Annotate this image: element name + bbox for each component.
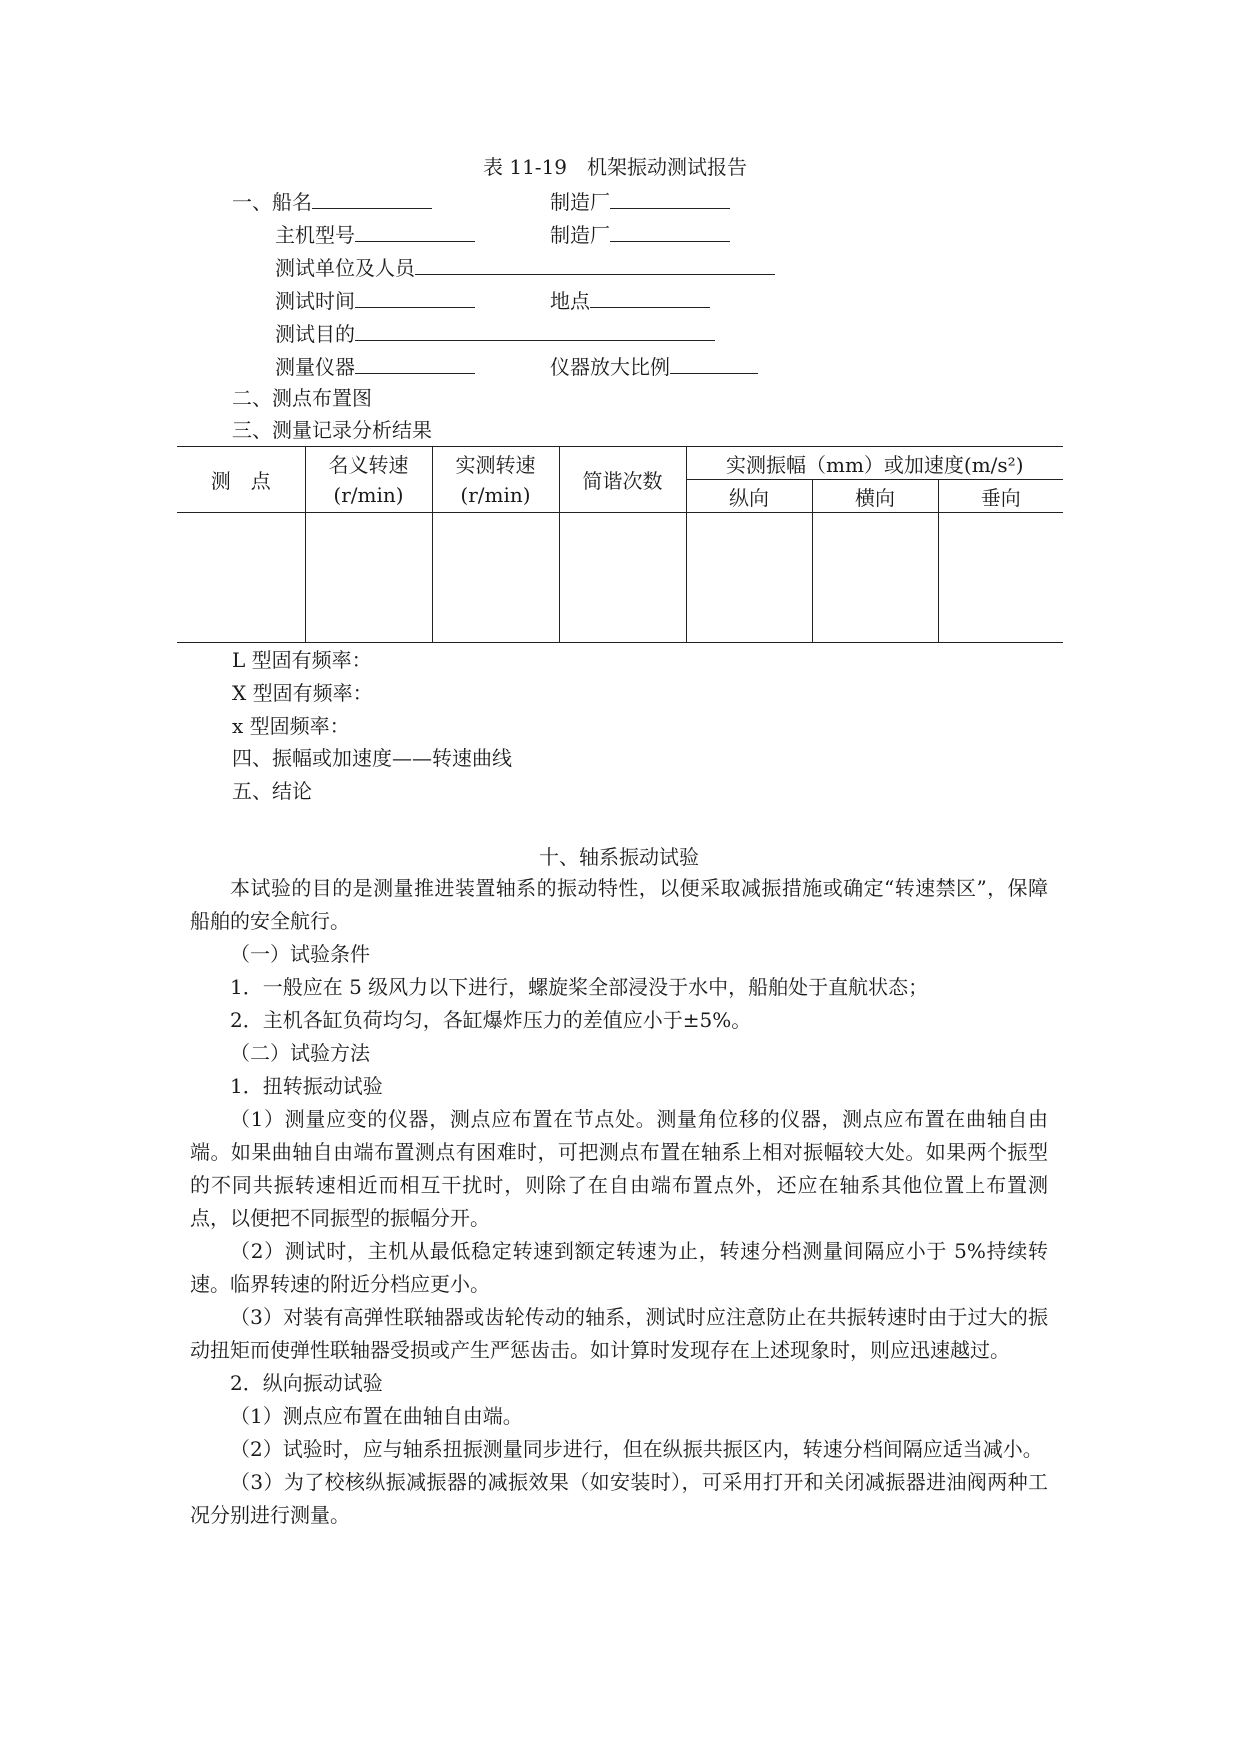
conditions-heading: （一）试验条件 <box>230 942 370 966</box>
intro-paragraph: 本试验的目的是测量推进装置轴系的振动特性，以便采取减振措施或确定“转速禁区”，保障船舶的安全航行。 <box>190 876 1048 933</box>
torsional-item-1: （1）测量应变的仪器，测点应布置在节点处。测量角位移的仪器，测点应布置在曲轴自由端。如果曲轴自由端布置测点有困难时，可把测点布置在轴系上相对振幅较大处。如果两个振型的不同共振转速相近而相互干扰时，则除了在自由端布置点外，还应在轴系其他位置上布置测点，以便把不同振型的振幅分开。 <box>190 1107 1048 1230</box>
l-natural-frequency: L 型固有频率： <box>232 648 372 672</box>
test-unit-blank[interactable] <box>415 254 775 275</box>
instrument-label: 测量仪器 <box>275 355 355 379</box>
engine-model-blank[interactable] <box>355 221 475 242</box>
instrument-field <box>275 353 475 379</box>
test-purpose-field <box>275 320 715 346</box>
table-cell[interactable] <box>559 513 686 643</box>
col-header-longitudinal: 纵向 <box>686 480 812 513</box>
longitudinal-item-3: （3）为了校核纵振减振器的减振效果（如安装时），可采用打开和关闭减振器进油阀两种工况分别进行测量。 <box>190 1470 1048 1527</box>
test-time-blank[interactable] <box>355 287 475 308</box>
table-cell[interactable] <box>686 513 812 643</box>
longitudinal-item-2: （2）试验时，应与轴系扭振测量同步进行，但在纵振共振区内，转速分档间隔应适当减小。 <box>230 1437 1043 1461</box>
table-cell[interactable] <box>812 513 938 643</box>
maker-field-1 <box>550 188 730 214</box>
col-header-actual-speed <box>432 447 559 513</box>
section-3-heading: 三、测量记录分析结果 <box>232 418 432 442</box>
table-cell[interactable] <box>177 513 305 643</box>
table-title: 表 11-19 机架振动测试报告 <box>483 155 748 179</box>
table-cell[interactable] <box>938 513 1063 643</box>
engine-model-field <box>275 221 475 247</box>
ship-name-blank[interactable] <box>312 188 432 209</box>
test-purpose-label: 测试目的 <box>275 322 355 346</box>
table-cell[interactable] <box>305 513 432 643</box>
test-unit-field <box>275 254 775 280</box>
magnification-field <box>550 353 758 379</box>
col-header-harmonic-order: 简谐次数 <box>559 447 686 513</box>
test-purpose-blank[interactable] <box>355 320 715 341</box>
col-header-vertical: 垂向 <box>938 480 1063 513</box>
method-heading: （二）试验方法 <box>230 1041 370 1065</box>
col-header-transverse: 横向 <box>812 480 938 513</box>
magnification-blank[interactable] <box>670 353 758 374</box>
maker-field-2 <box>550 221 730 247</box>
maker-blank-2[interactable] <box>610 221 730 242</box>
actual-speed-label: 实测转速 <box>455 452 536 477</box>
section-10-body <box>190 872 1048 1532</box>
actual-speed-unit: (r/min) <box>460 482 531 507</box>
torsional-item-2: （2）测试时，主机从最低稳定转速到额定转速为止，转速分档测量间隔应小于 5%持续转速。临界转速的附近分档应更小。 <box>190 1239 1048 1296</box>
longitudinal-item-1: （1）测点应布置在曲轴自由端。 <box>230 1404 523 1428</box>
section-10-heading: 十、轴系振动试验 <box>539 845 699 869</box>
nominal-speed-unit: (r/min) <box>333 482 404 507</box>
col-header-amplitude-group: 实测振幅（mm）或加速度(m/s²) <box>686 447 1063 480</box>
section-2-heading: 二、测点布置图 <box>232 386 372 410</box>
measurement-record-table <box>177 446 1063 643</box>
ship-name-field <box>232 188 432 214</box>
test-time-label: 测试时间 <box>275 289 355 313</box>
nominal-speed-label: 名义转速 <box>328 452 409 477</box>
location-blank[interactable] <box>590 287 710 308</box>
x-lower-natural-frequency: x 型固频率： <box>232 714 350 738</box>
section-5-heading: 五、结论 <box>232 779 312 803</box>
location-label: 地点 <box>550 289 590 313</box>
test-time-field <box>275 287 475 313</box>
condition-1: 1．一般应在 5 级风力以下进行，螺旋桨全部浸没于水中，船舶处于直航状态； <box>230 975 929 999</box>
engine-model-label: 主机型号 <box>275 223 355 247</box>
test-unit-label: 测试单位及人员 <box>275 256 415 280</box>
location-field <box>550 287 710 313</box>
section-4-heading: 四、振幅或加速度——转速曲线 <box>232 746 512 770</box>
x-upper-natural-frequency: X 型固有频率： <box>232 681 373 705</box>
col-header-nominal-speed <box>305 447 432 513</box>
maker-label: 制造厂 <box>550 190 610 214</box>
condition-2: 2．主机各缸负荷均匀，各缸爆炸压力的差值应小于±5%。 <box>230 1008 752 1032</box>
instrument-blank[interactable] <box>355 353 475 374</box>
ship-name-label: 一、船名 <box>232 190 312 214</box>
col-header-point: 测 点 <box>177 447 305 513</box>
table-cell[interactable] <box>432 513 559 643</box>
magnification-label: 仪器放大比例 <box>550 355 670 379</box>
torsional-heading: 1．扭转振动试验 <box>230 1074 383 1098</box>
torsional-item-3: （3）对装有高弹性联轴器或齿轮传动的轴系，测试时应注意防止在共振转速时由于过大的振动扭矩而使弹性联轴器受损或产生严惩齿击。如计算时发现存在上述现象时，则应迅速越过。 <box>190 1305 1048 1362</box>
longitudinal-heading: 2．纵向振动试验 <box>230 1371 383 1395</box>
maker-label: 制造厂 <box>550 223 610 247</box>
maker-blank-1[interactable] <box>610 188 730 209</box>
